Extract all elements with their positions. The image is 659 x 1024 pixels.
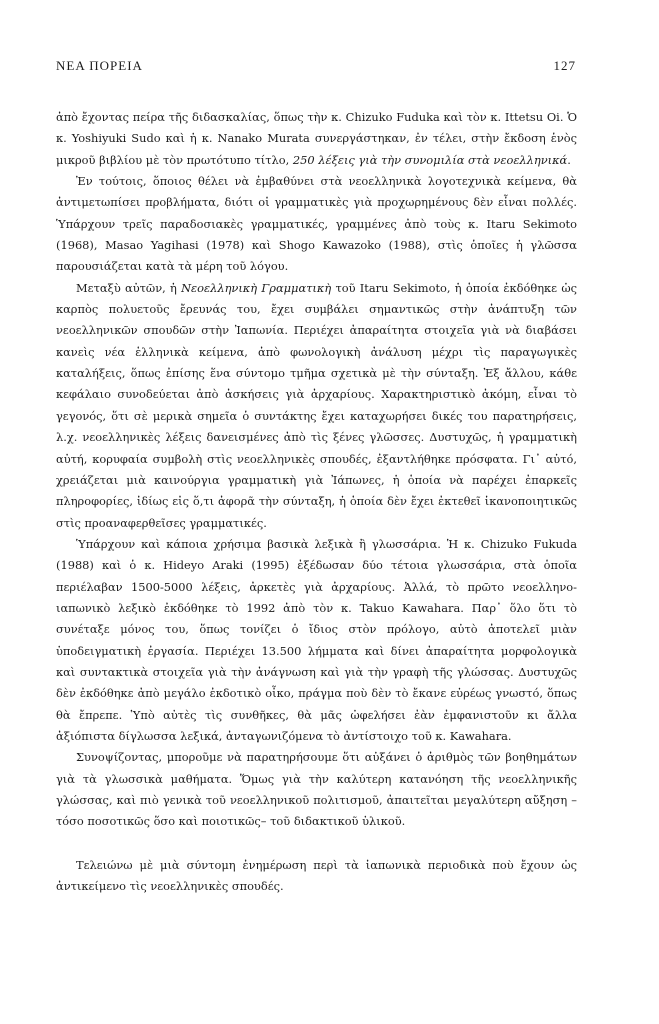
paragraph-5: Συνοψίζοντας, μποροῦμε νὰ παρατηρήσουμε ὅτι αὐξάνει ὁ ἀριθμὸς τῶν βοηθημάτων γιὰ τὰ γλωσσικὰ μαθήματα. Ὅμως γιὰ τὴν καλύτερη κατανόηση τῆς νεοελληνικῆς γλώσσας, καὶ πιὸ γενικὰ τοῦ νεοελληνικοῦ πολιτισμοῦ, ἀπαιτεῖται μεγαλύτερη αὔξηση –τόσο ποσοτικῶς ὅσο καὶ ποιοτικῶς– τοῦ διδακτικοῦ ὑλικοῦ.: [56, 750, 577, 829]
paragraph-3: [56, 278, 577, 534]
paragraph-4: Ὑπάρχουν καὶ κάποια χρήσιμα βασικὰ λεξικὰ ἢ γλωσσάρια. Ἡ κ. Chizuko Fukuda (1988) καὶ ὁ κ. Hideyo Araki (1995) ἐξέδωσαν δύο τέτοια γλωσσάρια, στὰ ὁποῖα περιέλαβαν 1500-5000 λέξεις, ἀρκετὲς γιὰ ἀρχαρίους. Ἀλλά, τὸ πρῶτο νεοελληνο-ιαπωνικὸ λεξικὸ ἐκδόθηκε τὸ 1992 ἀπὸ τὸν κ. Takuo Kawahara. Παρ᾽ ὅλο ὅτι τὸ συνέταξε μόνος του, ὅπως τονίζει ὁ ἴδιος στὸν πρόλογο, αὐτὸ ἀποτελεῖ μιὰν ὑποδειγματικὴ ἐργασία. Περιέχει 13.500 λήμματα καὶ δίνει ἀπαραίτητα μορφολογικὰ καὶ συντακτικὰ στοιχεῖα γιὰ τὴν ἀνάγνωση καὶ γιὰ τὴν γραφὴ τῆς γλώσσας. Δυστυχῶς δὲν ἐκδόθηκε ἀπὸ μεγάλο ἐκδοτικὸ οἶκο, πράγμα ποὺ δὲν τὸ ἔκανε εὐρέως γνωστό, ὅπως θὰ ἔπρεπε. Ὑπὸ αὐτὲς τὶς συνθῆκες, θὰ μᾶς ὠφελήσει ἐὰν ἐμφανιστοῦν κι ἄλλα ἀξιόπιστα δίγλωσσα λεξικά, ἀνταγωνιζόμενα τὸ ἀντίστοιχο τοῦ κ. Kawahara.: [56, 536, 577, 743]
paragraph-3-text-b: τοῦ Itaru Sekimoto, ἡ ὁποία ἐκδόθηκε ὡς καρπὸς πολυετοῦς ἔρευνάς του, ἔχει συμβάλει σημαντικῶς στὴν ἀνάπτυξη τῶν νεοελληνικῶν σπουδῶν στὴν Ἰαπωνία. Περιέχει ἀπαραίτητα στοιχεῖα γιὰ νὰ διαβάσει κανεὶς νέα ἑλληνικὰ κείμενα, ἀπὸ φωνολογικὴ ἀνάλυση μέχρι τὶς παραγωγικὲς καταλήξεις, ὅπως ἐπίσης ἕνα σύντομο τμῆμα σχετικὰ μὲ τὴν σύνταξη. Ἐξ ἄλλου, κάθε κεφάλαιο συνοδεύεται ἀπὸ ἀσκήσεις γιὰ ἀρχαρίους. Χαρακτηριστικὸ ἀκόμη, εἶναι τὸ γεγονός, ὅτι σὲ μερικὰ σημεῖα ὁ συντάκτης ἔχει καταχωρήσει δικές του παρατηρήσεις, λ.χ. νεοελληνικὲς λέξεις δανεισμένες ἀπὸ τὶς ξένες γλῶσσες. Δυστυχῶς, ἡ γραμματικὴ αὐτή, κορυφαία συμβολὴ στὶς νεοελληνικὲς σπουδές, ἐξαντλήθηκε πρόσφατα. Γι᾽ αὐτό, χρειάζεται μιὰ καινούργια γραμματικὴ γιὰ Ἰάπωνες, ἡ ὁποία νὰ παρέχει ἐπαρκεῖς πληροφορίες, ἰδίως εἰς ὅ,τι ἀφορᾶ τὴν σύνταξη, ἡ ὁποία δὲν ἔχει ἐκτεθεῖ ἱκανοποιητικῶς στὶς προαναφερθεῖσες γραμματικές.: [56, 280, 578, 530]
journal-title: ΝΕΑ ΠΟΡΕΙΑ: [56, 58, 143, 73]
paragraph-1: [56, 107, 577, 171]
paragraph-3-text-a: Μεταξὺ αὐτῶν, ἡ: [76, 280, 182, 295]
page-number: 127: [553, 58, 576, 73]
paragraph-1-text-b: .: [567, 152, 571, 167]
paragraph-2: Ἐν τούτοις, ὅποιος θέλει νὰ ἐμβαθύνει στὰ νεοελληνικὰ λογοτεχνικὰ κείμενα, θὰ ἀντιμετωπίσει προβλήματα, διότι οἱ γραμματικὲς γιὰ προχωρημένους δὲν εἶναι πολλές. Ὑπάρχουν τρεῖς παραδοσιακὲς γραμματικές, γραμμένες ἀπὸ τοὺς κ. Itaru Sekimoto (1968), Masao Yagihasi (1978) καὶ Shogo Kawazoko (1988), στὶς ὁποῖες ἡ γλῶσσα παρουσιάζεται κατὰ τὰ μέρη τοῦ λόγου.: [56, 174, 577, 274]
article-body: [56, 107, 577, 897]
paragraph-1-text-a: ἀπὸ ἔχοντας πείρα τῆς διδασκαλίας, ὅπως τὴν κ. Chizuko Fuduka καὶ τὸν κ. Ittetsu Oi. Ὁ κ. Yoshiyuki Sudo καὶ ἡ κ. Nanako Murata συνεργάστηκαν, ἐν τέλει, στὴν ἔκδοση ἑνὸς μικροῦ βιβλίου μὲ τὸν πρωτότυπο τίτλο,: [56, 110, 577, 167]
paragraph-6: Τελειώνω μὲ μιὰ σύντομη ἐνημέρωση περὶ τὰ ἰαπωνικὰ περιοδικὰ ποὺ ἔχουν ὡς ἀντικείμενο τὶς νεοελληνικὲς σπουδές.: [56, 857, 577, 894]
running-header: [56, 58, 576, 78]
book-title-grammar: Νεοελληνικὴ Γραμματικὴ: [181, 280, 332, 295]
book-title-250-words: 250 λέξεις γιὰ τὴν συνομιλία στὰ νεοελληνικά: [292, 152, 568, 167]
